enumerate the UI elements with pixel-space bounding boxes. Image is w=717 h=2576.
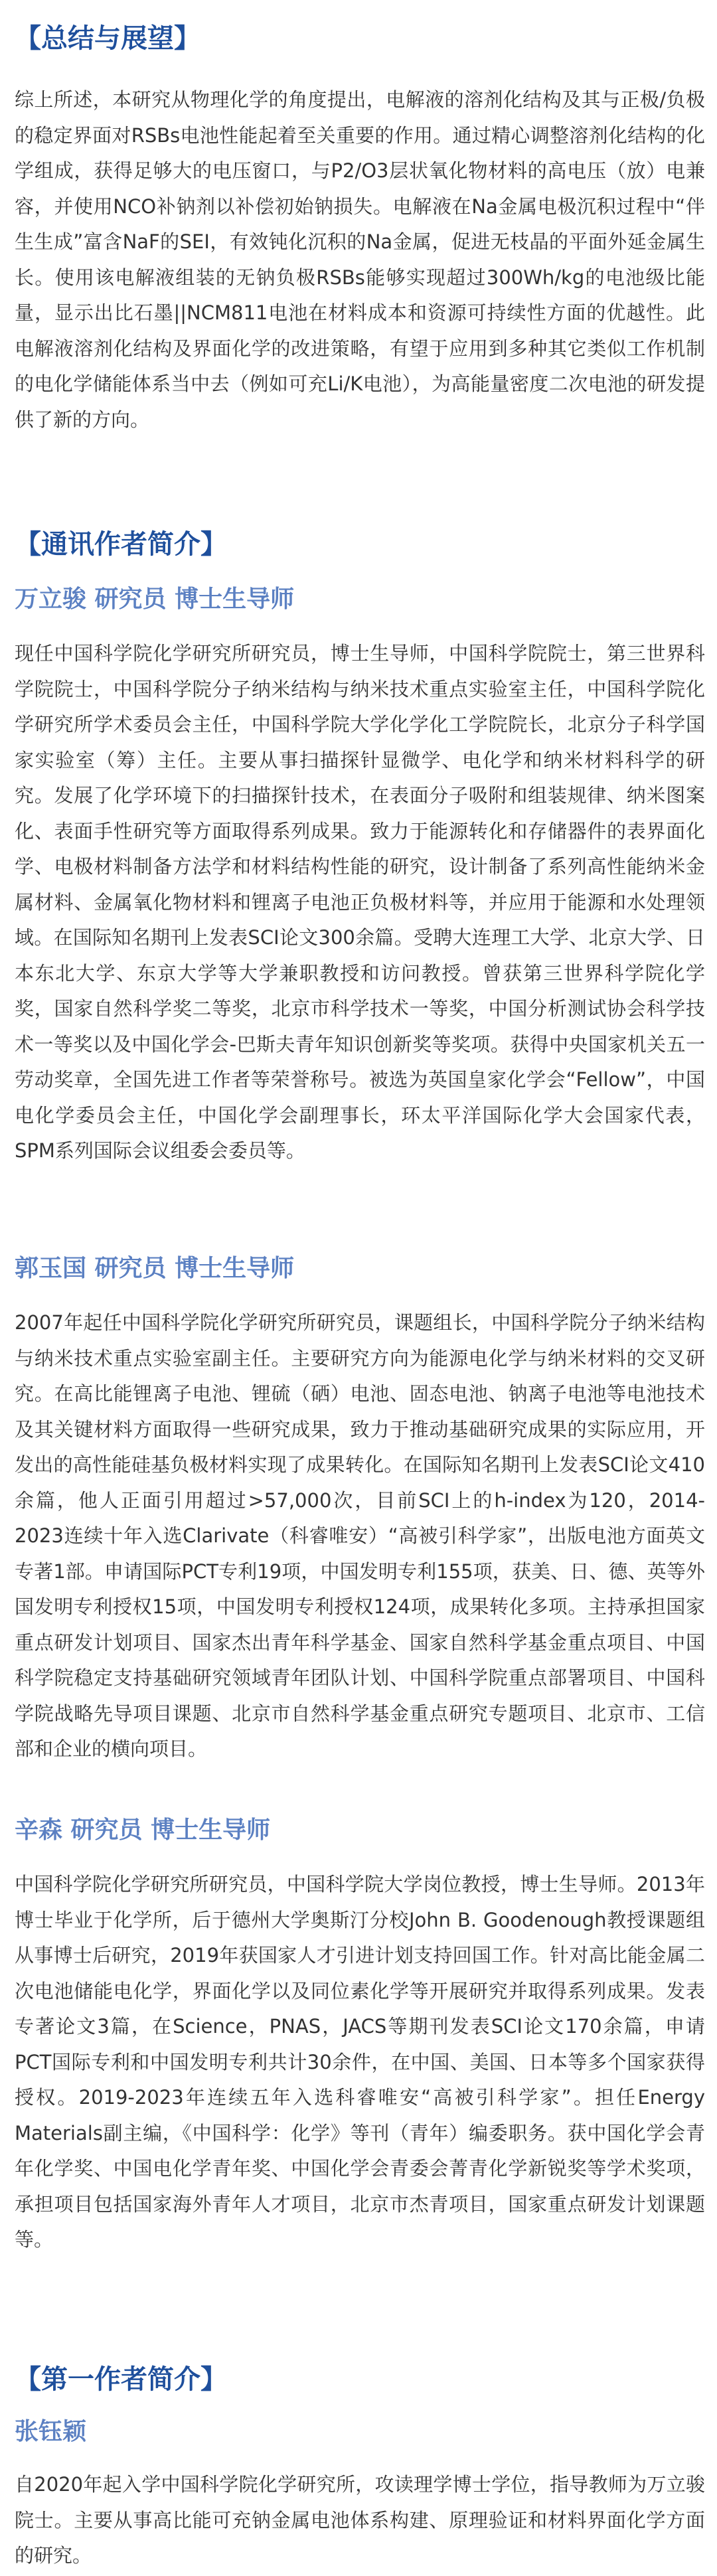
first-author-bio: 自2020年起入学中国科学院化学研究所，攻读理学博士学位，指导教师为万立骏院士。主要从事高比能可充钠金属电池体系构建、原理验证和材料界面化学方面的研究。 <box>15 2473 705 2567</box>
summary-paragraph: 综上所述，本研究从物理化学的角度提出，电解液的溶剂化结构及其与正极/负极的稳定界面对RSBs电池性能起着至关重要的作用。通过精心调整溶剂化结构的化学组成，获得足够大的电压窗口，与P2/O3层状氧化物材料的高电压（放）电兼容，并使用NCO补钠剂以补偿初始钠损失。电解液在Na金属电极沉积过程中“伴生生成”富含NaF的SEI，有效钝化沉积的Na金属，促进无枝晶的平面外延金属生长。使用该电解液组装的无钠负极RSBs能够实现超过300Wh/kg的电池级比能量，显示出比石墨||NCM811电池在材料成本和资源可持续性方面的优越性。此电解液溶剂化结构及界面化学的改进策略，有望于应用到多种其它类似工作机制的电化学储能体系当中去（例如可充Li/K电池），为高能量密度二次电池的研发提供了新的方向。 <box>15 88 705 431</box>
author-name-wan: 万立骏 研究员 博士生导师 <box>15 586 295 613</box>
author-name-xin: 辛森 研究员 博士生导师 <box>15 1816 271 1844</box>
author-bio-wan: 现任中国科学院化学研究所研究员，博士生导师，中国科学院院士，第三世界科学院院士，中国科学院分子纳米结构与纳米技术重点实验室主任，中国科学院化学研究所学术委员会主任，中国科学院大学化学化工学院院长，北京分子科学国家实验室（筹）主任。主要从事扫描探针显微学、电化学和纳米材料科学的研究。发展了化学环境下的扫描探针技术，在表面分子吸附和组装规律、纳米图案化、表面手性研究等方面取得系列成果。致力于能源转化和存储器件的表界面化学、电极材料制备方法学和材料结构性能的研究，设计制备了系列高性能纳米金属材料、金属氧化物材料和锂离子电池正负极材料等，并应用于能源和水处理领域。在国际知名期刊上发表SCI论文300余篇。受聘大连理工大学、北京大学、日本东北大学、东京大学等大学兼职教授和访问教授。曾获第三世界科学院化学奖，国家自然科学奖二等奖，北京市科学技术一等奖，中国分析测试协会科学技术一等奖以及中国化学会-巴斯夫青年知识创新奖等奖项。获得中央国家机关五一劳动奖章，全国先进工作者等荣誉称号。被选为英国皇家化学会“Fellow”，中国电化学委员会主任，中国化学会副理事长，环太平洋国际化学大会国家代表，SPM系列国际会议组委会委员等。 <box>15 642 705 1162</box>
summary-header: 【总结与展望】 <box>15 23 200 54</box>
author-bio-xin: 中国科学院化学研究所研究员，中国科学院大学岗位教授，博士生导师。2013年博士毕业于化学所，后于德州大学奥斯汀分校John B. Goodenough教授课题组从事博士后研究，2019年获国家人才引进计划支持回国工作。针对高比能金属二次电池储能电化学，界面化学以及同位素化学等开展研究并取得系列成果。发表专著论文3篇，在Science，PNAS，JACS等期刊发表SCI论文170余篇，申请PCT国际专利和中国发明专利共计30余件，在中国、美国、日本等多个国家获得授权。2019-2023年连续五年入选科睿唯安“高被引科学家”。担任Energy Materials副主编，《中国科学：化学》等刊（青年）编委职务。获中国化学会青年化学奖、中国电化学青年奖、中国化学会青委会菁青化学新锐奖等学术奖项，承担项目包括国家海外青年人才项目，北京市杰青项目，国家重点研发计划课题等。 <box>15 1873 705 2251</box>
first-author-name: 张钰颖 <box>15 2418 87 2445</box>
corresponding-author-header: 【通讯作者简介】 <box>15 529 227 560</box>
author-bio-guo: 2007年起任中国科学院化学研究所研究员，课题组长，中国科学院分子纳米结构与纳米技术重点实验室副主任。主要研究方向为能源电化学与纳米材料的交叉研究。在高比能锂离子电池、锂硫（硒）电池、固态电池、钠离子电池等电池技术及其关键材料方面取得一些研究成果，致力于推动基础研究成果的实际应用，开发出的高性能硅基负极材料实现了成果转化。在国际知名期刊上发表SCI论文410余篇，他人正面引用超过>57,000次，目前SCI上的h-index为120，2014-2023连续十年入选Clarivate（科睿唯安）“高被引科学家”，出版电池方面英文专著1部。申请国际PCT专利19项，中国发明专利155项，获美、日、德、英等外国发明专利授权15项，中国发明专利授权124项，成果转化多项。主持承担国家重点研发计划项目、国家杰出青年科学基金、国家自然科学基金重点项目、中国科学院稳定支持基础研究领域青年团队计划、中国科学院重点部署项目、中国科学院战略先导项目课题、北京市自然科学基金重点研究专题项目、北京市、工信部和企业的横向项目。 <box>15 1311 705 1760</box>
first-author-header: 【第一作者简介】 <box>15 2364 227 2395</box>
author-name-guo: 郭玉国 研究员 博士生导师 <box>15 1255 295 1282</box>
